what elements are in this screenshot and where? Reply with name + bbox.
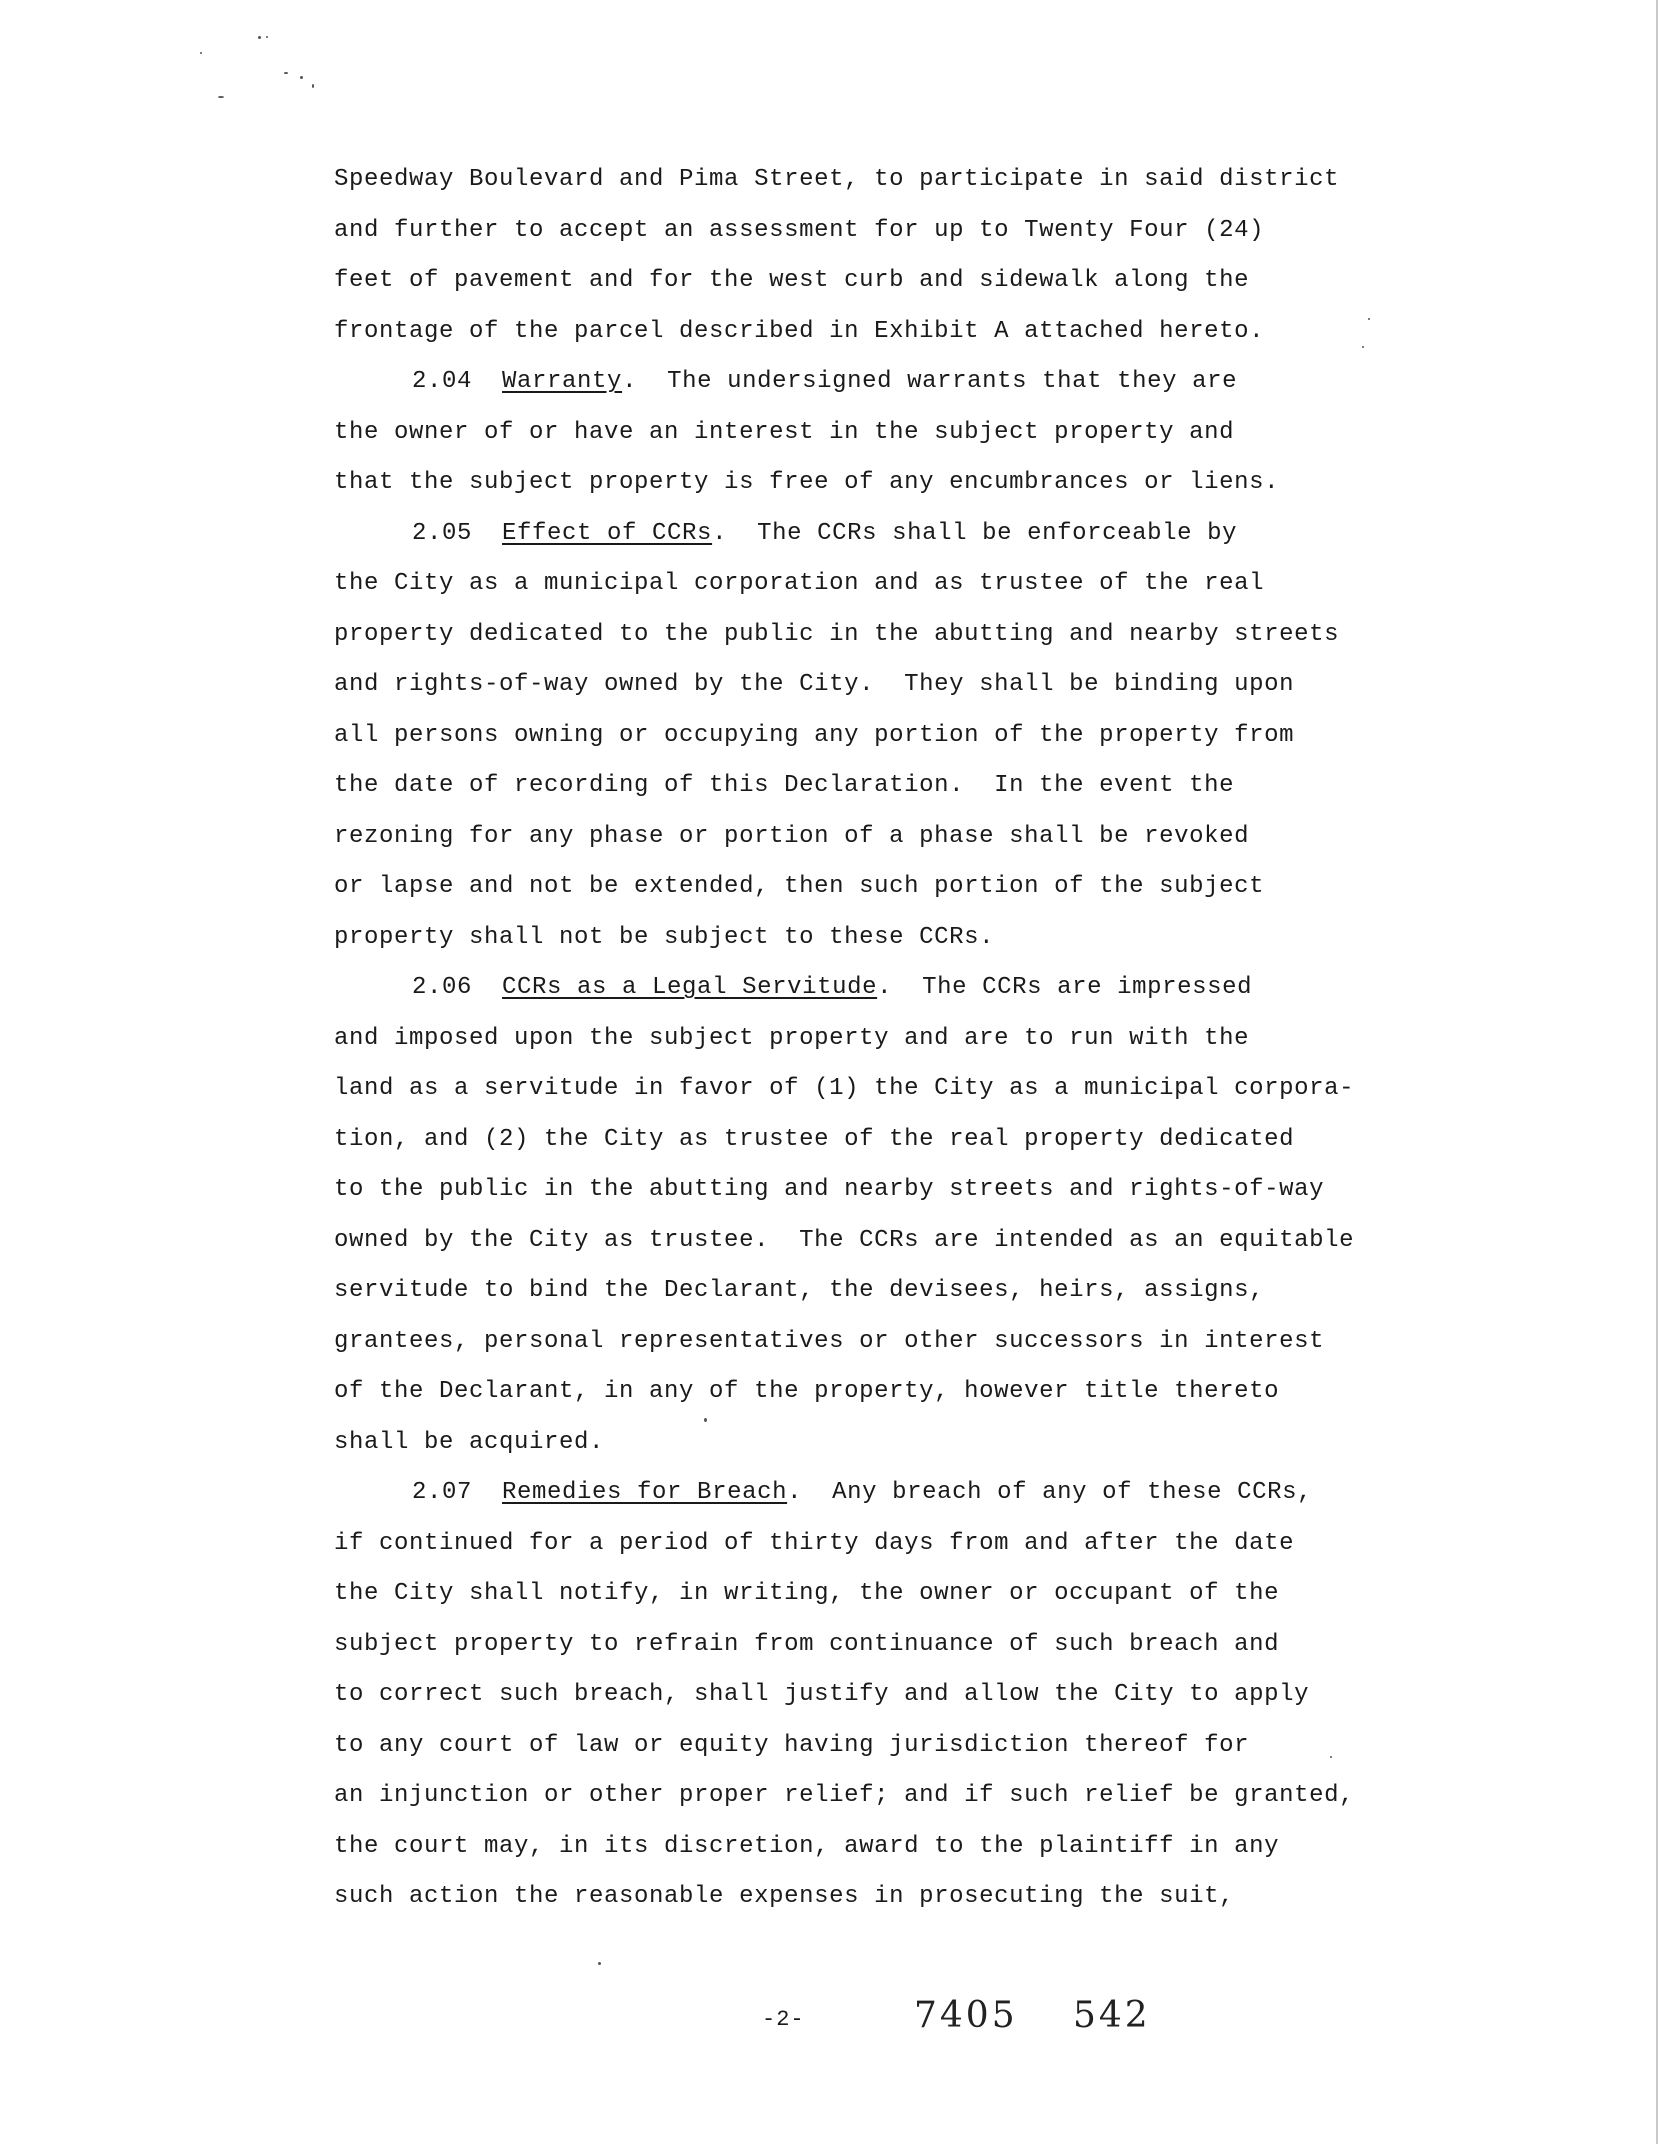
scan-speck <box>200 52 202 54</box>
recording-stamp-book: 7405 <box>914 1995 1018 2036</box>
text-line: land as a servitude in favor of (1) the City as a municipal corpora- <box>334 1075 1355 1102</box>
section-text: . The undersigned warrants that they are <box>622 368 1238 395</box>
text-line: shall be acquired. <box>334 1428 605 1456</box>
text-line: subject property to refrain from continuance of such breach and <box>334 1630 1280 1658</box>
text-line: grantees, personal representatives or other successors in interest <box>334 1327 1325 1355</box>
text-line: the date of recording of this Declaration. In the event the <box>334 772 1235 799</box>
section-heading: Effect of CCRs <box>502 519 713 547</box>
section-number: 2.05 <box>412 519 473 547</box>
section-heading: Warranty <box>502 368 623 395</box>
text-line: to the public in the abutting and nearby streets and rights-of-way <box>334 1176 1325 1203</box>
text-line: property dedicated to the public in the abutting and nearby streets <box>334 620 1340 648</box>
section-text: . The CCRs are impressed <box>877 974 1253 1001</box>
text-line: of the Declarant, in any of the property, however title thereto <box>334 1378 1280 1405</box>
text-line: and further to accept an assessment for up to Twenty Four (24) <box>334 216 1265 244</box>
scan-speck <box>284 72 288 74</box>
section-heading-line <box>334 357 1394 408</box>
scan-speck <box>218 96 224 98</box>
scan-speck <box>266 36 268 38</box>
section-heading: CCRs as a Legal Servitude <box>502 974 878 1001</box>
section-heading-line <box>334 509 1394 560</box>
page-number: -2- <box>762 2007 805 2032</box>
section-number: 2.07 <box>412 1479 473 1506</box>
text-line: the court may, in its discretion, award to the plaintiff in any <box>334 1832 1280 1860</box>
text-line: servitude to bind the Declarant, the devisees, heirs, assigns, <box>334 1277 1265 1304</box>
document-body <box>334 155 1394 1923</box>
section-number: 2.06 <box>412 974 473 1001</box>
text-line: the City as a municipal corporation and as trustee of the real <box>334 570 1265 597</box>
text-line: frontage of the parcel described in Exhibit A attached hereto. <box>334 317 1265 345</box>
scan-speck <box>300 76 303 79</box>
text-line: if continued for a period of thirty days from and after the date <box>334 1529 1295 1557</box>
section-heading-line <box>334 1468 1394 1519</box>
text-line: to correct such breach, shall justify and allow the City to apply <box>334 1681 1310 1708</box>
text-line: such action the reasonable expenses in prosecuting the suit, <box>334 1883 1235 1910</box>
text-line: an injunction or other proper relief; and if such relief be granted, <box>334 1782 1355 1809</box>
text-line: and imposed upon the subject property and are to run with the <box>334 1024 1250 1052</box>
text-line: owned by the City as trustee. The CCRs are intended as an equitable <box>334 1226 1355 1254</box>
text-line: to any court of law or equity having jurisdiction thereof for <box>334 1731 1250 1759</box>
text-line: rezoning for any phase or portion of a phase shall be revoked <box>334 822 1250 850</box>
text-line: tion, and (2) the City as trustee of the real property dedicated <box>334 1125 1295 1153</box>
text-line: feet of pavement and for the west curb and sidewalk along the <box>334 267 1250 294</box>
scan-speck <box>598 1962 601 1965</box>
scan-speck <box>312 84 314 88</box>
scan-edge-line <box>1656 0 1658 2144</box>
section-text: . The CCRs shall be enforceable by <box>712 519 1238 547</box>
text-line: and rights-of-way owned by the City. They shall be binding upon <box>334 671 1295 698</box>
text-line: the City shall notify, in writing, the owner or occupant of the <box>334 1580 1280 1607</box>
section-heading: Remedies for Breach <box>502 1479 788 1506</box>
recording-stamp-page: 542 <box>1073 1995 1151 2036</box>
text-line: property shall not be subject to these CCRs. <box>334 923 995 951</box>
text-line: Speedway Boulevard and Pima Street, to participate in said district <box>334 166 1340 193</box>
scan-speck <box>258 36 261 39</box>
page-footer <box>0 1995 1664 2055</box>
text-line: the owner of or have an interest in the subject property and <box>334 418 1235 446</box>
section-number: 2.04 <box>412 368 473 395</box>
section-heading-line <box>334 963 1394 1014</box>
text-line: that the subject property is free of any encumbrances or liens. <box>334 469 1280 496</box>
text-line: or lapse and not be extended, then such portion of the subject <box>334 873 1265 900</box>
text-line: all persons owning or occupying any portion of the property from <box>334 721 1295 749</box>
section-text: . Any breach of any of these CCRs, <box>787 1479 1313 1506</box>
